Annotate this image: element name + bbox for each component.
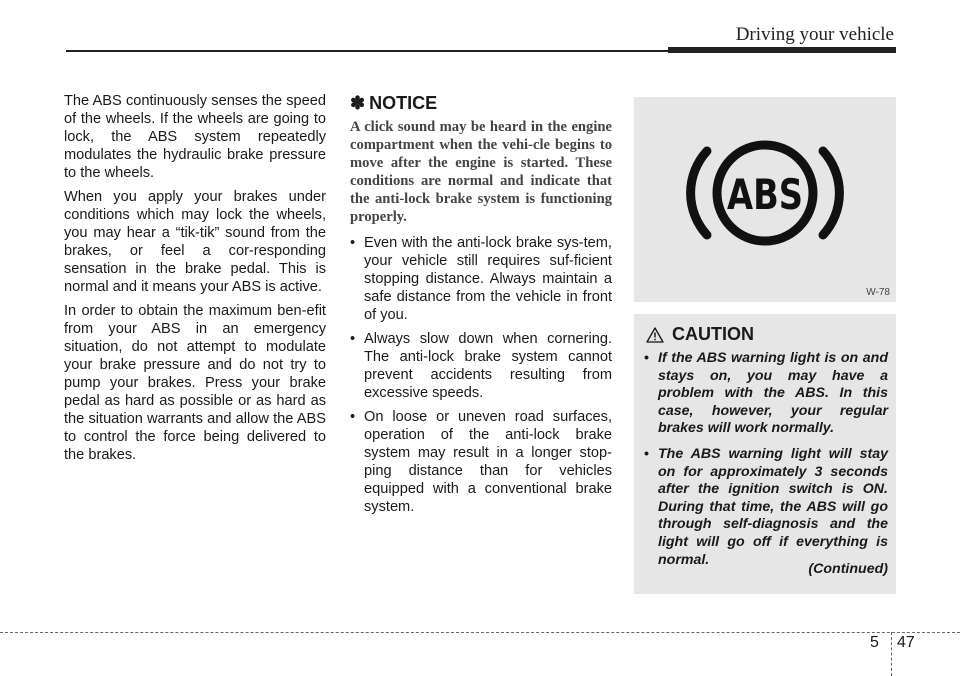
list-item-text: The ABS warning light will stay on for approximately 3 seconds after the ignition switch is ON. During that time, the ABS will go through self-diagnosis and the light will go off if everything is normal.	[658, 445, 888, 568]
abs-description-column	[64, 92, 326, 470]
abs-warning-figure	[634, 97, 896, 302]
list-item	[350, 234, 612, 324]
caution-bullet-list	[644, 350, 888, 577]
list-item-text: If the ABS warning light is on and stays on, you may have a problem with the ABS. In this case, however, your regular brakes will work normally.	[658, 350, 888, 437]
page-number: 47	[897, 634, 915, 651]
list-item-text: Even with the anti-lock brake sys-tem, your vehicle still requires suf-ficient stopping distance. Always maintain a safe distance from the vehicle in front of you.	[364, 235, 612, 323]
header-title: Driving your vehicle	[735, 24, 894, 45]
notice-body: A click sound may be heard in the engine compartment when the vehi-cle begins to move after the engine is started. These conditions are normal and indicate that the anti-lock brake system is functioning properly.	[350, 119, 612, 225]
bullet-icon: •	[350, 409, 356, 425]
caution-title: CAUTION	[672, 324, 754, 344]
notice-bullet-list	[350, 234, 612, 516]
list-item	[350, 330, 612, 402]
caution-box	[634, 314, 896, 594]
abs-icon-label: ABS	[727, 170, 803, 219]
footer-rule	[0, 632, 960, 633]
bullet-icon: •	[350, 235, 356, 251]
abs-warning-light-icon	[634, 97, 896, 302]
paragraph: The ABS continuously senses the speed of the wheels. If the wheels are going to lock, the ABS system repeatedly modulates the hydraulic brake pressure to the wheels.	[64, 93, 326, 181]
bullet-icon: •	[644, 445, 649, 462]
notice-title: NOTICE	[369, 93, 438, 113]
list-item	[644, 446, 888, 569]
section-number: 5	[870, 634, 879, 651]
list-item-text: On loose or uneven road surfaces, operation of the anti-lock brake system may result in a longer stop-ping distance than for vehicles equipped with a conventional brake system.	[364, 409, 612, 515]
bullet-icon: •	[644, 350, 649, 366]
list-item	[644, 350, 888, 438]
notice-heading	[350, 92, 612, 114]
paragraph: In order to obtain the maximum ben-efit from your ABS in an emergency situation, do not attempt to modulate your brake pressure and do not try to pump your brakes. Press your brake pedal as hard as possible or as hard as the situation warrants and allow the ABS to control the force being delivered to the brakes.	[64, 303, 326, 463]
header-rule-accent	[668, 47, 896, 53]
figure-code: W-78	[866, 287, 890, 298]
caution-heading	[646, 324, 754, 345]
notice-star-icon: ✽	[350, 93, 366, 113]
notice-column	[350, 92, 612, 522]
continued-label: (Continued)	[808, 561, 888, 577]
list-item-text: Always slow down when cornering. The anti-lock brake system cannot prevent accidents resulting from excessive speeds.	[364, 331, 612, 401]
bullet-icon: •	[350, 331, 356, 347]
paragraph: When you apply your brakes under conditions which may lock the wheels, you may hear a “tik-tik” sound from the brakes, or feel a cor-responding sensation in the brake pedal. This is normal and it means your ABS is active.	[64, 189, 326, 295]
footer-divider	[891, 632, 892, 676]
list-item	[350, 408, 612, 516]
warning-triangle-icon	[646, 327, 664, 343]
